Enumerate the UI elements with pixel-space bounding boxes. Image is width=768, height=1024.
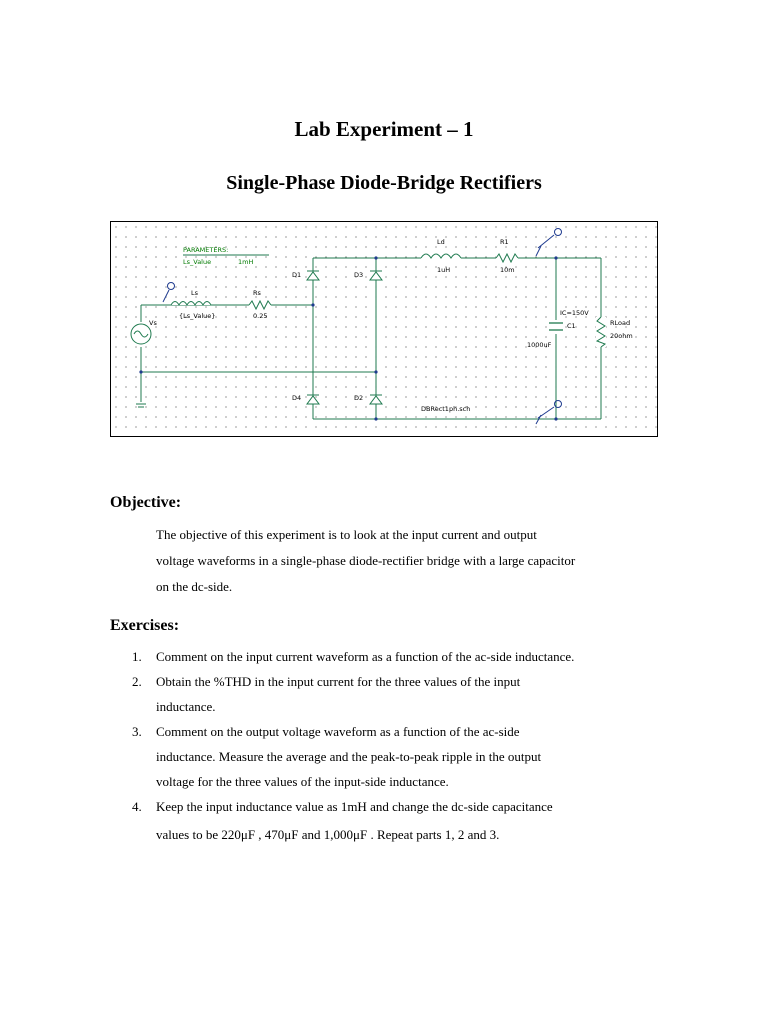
circuit-schematic	[110, 221, 658, 437]
list-item: 3. Comment on the output voltage waveform as a function of the ac-side inductance. Measure the average and the peak-to-peak ripple in the output voltage for the three values of the input-side inductance.	[132, 724, 542, 789]
d1-label: D1	[292, 271, 302, 279]
list-item: 4. Keep the input inductance value as 1mH and change the dc-side capacitance values to be 220μF , 470μF and 1,000μF . Repeat parts 1, 2 and 3.	[132, 799, 553, 842]
lab-subtitle: Single-Phase Diode-Bridge Rectifiers	[226, 172, 542, 194]
objective-line: on the dc-side.	[156, 579, 233, 594]
objective-line: voltage waveforms in a single-phase diode-rectifier bridge with a large capacitor	[156, 553, 576, 568]
lab-title: Lab Experiment – 1	[294, 117, 474, 141]
ld-label: Ld	[437, 238, 445, 246]
exercises-list	[110, 644, 658, 847]
ls-value: {Ls_Value}	[179, 312, 216, 320]
objective-heading: Objective:	[110, 494, 182, 511]
objective-line: The objective of this experiment is to look at the input current and output	[156, 527, 537, 542]
ic-label: IC=150V	[560, 309, 589, 317]
d3-label: D3	[354, 271, 364, 279]
params-header: PARAMETERS:	[183, 246, 229, 254]
rload-label: RLoad	[610, 319, 631, 327]
c1-label: C1	[567, 322, 576, 330]
params-value: 1mH	[238, 258, 254, 266]
rs-value: 0.25	[253, 312, 268, 320]
rload-value: 20ohm	[610, 332, 633, 340]
r1-label: R1	[500, 238, 509, 246]
d2-label: D2	[354, 394, 364, 402]
ls-label: Ls	[191, 289, 199, 297]
ld-value: 1uH	[437, 266, 451, 274]
schematic-filename: DBRect1ph.sch	[421, 405, 471, 413]
exercises-heading: Exercises:	[110, 617, 180, 634]
r1-value: 10m	[500, 266, 515, 274]
rs-label: Rs	[253, 289, 261, 297]
list-item: 2. Obtain the %THD in the input current for the three values of the input inductance.	[132, 674, 521, 714]
d4-label: D4	[292, 394, 302, 402]
list-item: 1. Comment on the input current waveform as a function of the ac-side inductance.	[132, 649, 575, 664]
objective-text	[156, 522, 658, 600]
params-name: Ls_Value	[183, 258, 212, 266]
vs-label: Vs	[149, 319, 157, 327]
c1-value: 1000uF	[527, 341, 552, 349]
